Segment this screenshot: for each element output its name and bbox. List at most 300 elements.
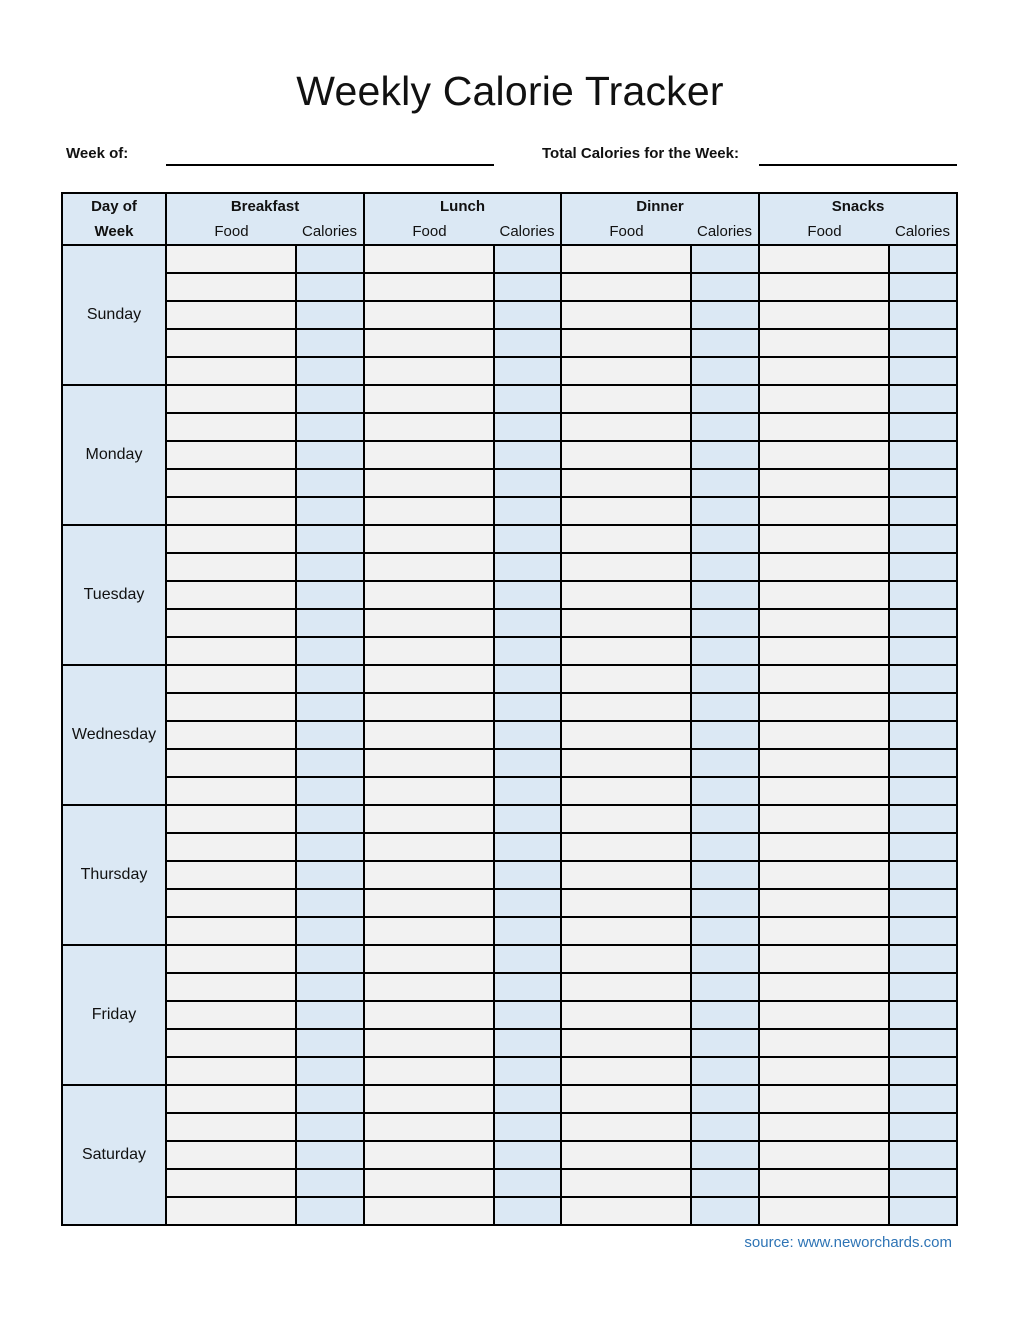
breakfast-calories-cell[interactable] <box>296 1057 364 1085</box>
snacks-food-cell[interactable] <box>759 357 889 385</box>
day-label-wednesday: Wednesday <box>62 665 166 805</box>
lunch-food-cell[interactable] <box>364 469 494 497</box>
snacks-food-cell[interactable] <box>759 1085 889 1113</box>
snacks-calories-cell[interactable] <box>889 525 957 553</box>
lunch-calories-cell[interactable] <box>494 945 561 973</box>
breakfast-calories-cell[interactable] <box>296 609 364 637</box>
lunch-food-cell[interactable] <box>364 665 494 693</box>
breakfast-food-cell[interactable] <box>166 693 296 721</box>
snacks-calories-cell[interactable] <box>889 973 957 1001</box>
dinner-calories-cell[interactable] <box>691 889 759 917</box>
dinner-food-cell[interactable] <box>561 329 691 357</box>
lunch-calories-cell[interactable] <box>494 1169 561 1197</box>
dinner-food-cell[interactable] <box>561 1113 691 1141</box>
lunch-food-cell[interactable] <box>364 525 494 553</box>
lunch-calories-cell[interactable] <box>494 637 561 665</box>
breakfast-food-cell[interactable] <box>166 833 296 861</box>
snacks-food-cell[interactable] <box>759 301 889 329</box>
lunch-food-cell[interactable] <box>364 889 494 917</box>
lunch-calories-cell[interactable] <box>494 1057 561 1085</box>
snacks-food-cell[interactable] <box>759 385 889 413</box>
lunch-food-cell[interactable] <box>364 581 494 609</box>
snacks-food-cell[interactable] <box>759 721 889 749</box>
lunch-food-cell[interactable] <box>364 1029 494 1057</box>
snacks-calories-cell[interactable] <box>889 469 957 497</box>
breakfast-calories-cell[interactable] <box>296 245 364 273</box>
dinner-calories-cell[interactable] <box>691 1169 759 1197</box>
snacks-food-cell[interactable] <box>759 1057 889 1085</box>
snacks-food-cell[interactable] <box>759 245 889 273</box>
breakfast-calories-cell[interactable] <box>296 329 364 357</box>
breakfast-calories-cell[interactable] <box>296 665 364 693</box>
breakfast-calories-cell[interactable] <box>296 525 364 553</box>
lunch-calories-cell[interactable] <box>494 1197 561 1225</box>
breakfast-calories-cell[interactable] <box>296 749 364 777</box>
snacks-food-cell[interactable] <box>759 1197 889 1225</box>
breakfast-food-cell[interactable] <box>166 637 296 665</box>
lunch-food-cell[interactable] <box>364 245 494 273</box>
lunch-food-cell[interactable] <box>364 413 494 441</box>
snacks-food-cell[interactable] <box>759 469 889 497</box>
lunch-food-cell[interactable] <box>364 805 494 833</box>
breakfast-food-cell[interactable] <box>166 581 296 609</box>
lunch-food-cell[interactable] <box>364 833 494 861</box>
dinner-calories-cell[interactable] <box>691 609 759 637</box>
snacks-food-cell[interactable] <box>759 889 889 917</box>
dinner-calories-cell[interactable] <box>691 833 759 861</box>
dinner-calories-cell[interactable] <box>691 945 759 973</box>
lunch-calories-cell[interactable] <box>494 889 561 917</box>
snacks-food-cell[interactable] <box>759 1141 889 1169</box>
snacks-header: Snacks <box>759 193 957 220</box>
breakfast-calories-cell[interactable] <box>296 637 364 665</box>
table-row <box>62 553 957 581</box>
dinner-food-cell[interactable] <box>561 301 691 329</box>
breakfast-calories-cell[interactable] <box>296 777 364 805</box>
total-calories-field[interactable] <box>759 164 957 166</box>
breakfast-calories-cell[interactable] <box>296 1113 364 1141</box>
lunch-food-cell[interactable] <box>364 973 494 1001</box>
lunch-food-cell[interactable] <box>364 497 494 525</box>
lunch-calories-cell[interactable] <box>494 385 561 413</box>
lunch-calories-cell[interactable] <box>494 973 561 1001</box>
lunch-food-cell[interactable] <box>364 945 494 973</box>
breakfast-food-cell[interactable] <box>166 1029 296 1057</box>
table-row <box>62 357 957 385</box>
dinner-calories-cell[interactable] <box>691 721 759 749</box>
dinner-calories-cell[interactable] <box>691 385 759 413</box>
breakfast-calories-cell[interactable] <box>296 1169 364 1197</box>
lunch-calories-cell[interactable] <box>494 1029 561 1057</box>
lunch-food-cell[interactable] <box>364 1057 494 1085</box>
dinner-calories-cell[interactable] <box>691 441 759 469</box>
snacks-food-cell[interactable] <box>759 525 889 553</box>
breakfast-food-cell[interactable] <box>166 329 296 357</box>
snacks-calories-cell[interactable] <box>889 945 957 973</box>
dinner-food-cell[interactable] <box>561 889 691 917</box>
snacks-calories-cell[interactable] <box>889 1169 957 1197</box>
lunch-calories-cell[interactable] <box>494 581 561 609</box>
breakfast-calories-cell[interactable] <box>296 693 364 721</box>
dinner-calories-cell[interactable] <box>691 861 759 889</box>
dinner-food-cell[interactable] <box>561 693 691 721</box>
breakfast-food-cell[interactable] <box>166 1085 296 1113</box>
breakfast-food-cell[interactable] <box>166 441 296 469</box>
breakfast-food-cell[interactable] <box>166 525 296 553</box>
breakfast-calories-cell[interactable] <box>296 721 364 749</box>
snacks-food-cell[interactable] <box>759 1169 889 1197</box>
breakfast-calories-cell[interactable] <box>296 1141 364 1169</box>
lunch-food-cell[interactable] <box>364 1113 494 1141</box>
lunch-calories-header: Calories <box>494 220 561 245</box>
snacks-food-cell[interactable] <box>759 749 889 777</box>
snacks-food-cell[interactable] <box>759 1113 889 1141</box>
table-row <box>62 805 957 833</box>
dinner-calories-cell[interactable] <box>691 973 759 1001</box>
breakfast-food-cell[interactable] <box>166 1057 296 1085</box>
dinner-calories-cell[interactable] <box>691 1141 759 1169</box>
breakfast-food-cell[interactable] <box>166 945 296 973</box>
day-of-week-header: Day of Week <box>62 193 166 245</box>
dinner-food-cell[interactable] <box>561 1001 691 1029</box>
dinner-food-cell[interactable] <box>561 833 691 861</box>
snacks-calories-cell[interactable] <box>889 665 957 693</box>
dinner-calories-cell[interactable] <box>691 637 759 665</box>
breakfast-food-cell[interactable] <box>166 1169 296 1197</box>
breakfast-calories-cell[interactable] <box>296 973 364 1001</box>
dinner-calories-cell[interactable] <box>691 273 759 301</box>
dinner-food-cell[interactable] <box>561 273 691 301</box>
lunch-food-cell[interactable] <box>364 441 494 469</box>
dinner-food-cell[interactable] <box>561 945 691 973</box>
snacks-calories-cell[interactable] <box>889 1029 957 1057</box>
breakfast-food-cell[interactable] <box>166 413 296 441</box>
dinner-food-cell[interactable] <box>561 777 691 805</box>
breakfast-food-cell[interactable] <box>166 917 296 945</box>
dinner-calories-cell[interactable] <box>691 1085 759 1113</box>
dinner-food-cell[interactable] <box>561 1057 691 1085</box>
dinner-calories-cell[interactable] <box>691 917 759 945</box>
dinner-food-cell[interactable] <box>561 637 691 665</box>
breakfast-food-cell[interactable] <box>166 553 296 581</box>
lunch-calories-cell[interactable] <box>494 1141 561 1169</box>
lunch-calories-cell[interactable] <box>494 301 561 329</box>
lunch-food-cell[interactable] <box>364 861 494 889</box>
snacks-calories-cell[interactable] <box>889 329 957 357</box>
breakfast-food-cell[interactable] <box>166 469 296 497</box>
lunch-food-cell[interactable] <box>364 553 494 581</box>
breakfast-food-cell[interactable] <box>166 497 296 525</box>
table-row <box>62 273 957 301</box>
snacks-calories-cell[interactable] <box>889 413 957 441</box>
dinner-food-cell[interactable] <box>561 581 691 609</box>
day-label-friday: Friday <box>62 945 166 1085</box>
lunch-calories-cell[interactable] <box>494 553 561 581</box>
breakfast-food-cell[interactable] <box>166 245 296 273</box>
lunch-food-cell[interactable] <box>364 637 494 665</box>
dinner-calories-cell[interactable] <box>691 749 759 777</box>
snacks-calories-cell[interactable] <box>889 357 957 385</box>
dinner-food-cell[interactable] <box>561 1197 691 1225</box>
breakfast-food-cell[interactable] <box>166 861 296 889</box>
snacks-calories-cell[interactable] <box>889 609 957 637</box>
dinner-calories-cell[interactable] <box>691 497 759 525</box>
table-row <box>62 945 957 973</box>
snacks-calories-cell[interactable] <box>889 833 957 861</box>
table-row <box>62 1197 957 1225</box>
dinner-calories-cell[interactable] <box>691 665 759 693</box>
table-row <box>62 525 957 553</box>
dinner-food-cell[interactable] <box>561 497 691 525</box>
dinner-food-cell[interactable] <box>561 665 691 693</box>
lunch-calories-cell[interactable] <box>494 1001 561 1029</box>
breakfast-calories-cell[interactable] <box>296 917 364 945</box>
dinner-calories-cell[interactable] <box>691 329 759 357</box>
lunch-food-cell[interactable] <box>364 1169 494 1197</box>
lunch-food-cell[interactable] <box>364 1085 494 1113</box>
snacks-calories-cell[interactable] <box>889 245 957 273</box>
snacks-calories-cell[interactable] <box>889 385 957 413</box>
lunch-calories-cell[interactable] <box>494 1085 561 1113</box>
dinner-food-cell[interactable] <box>561 385 691 413</box>
dinner-food-cell[interactable] <box>561 1169 691 1197</box>
breakfast-calories-cell[interactable] <box>296 441 364 469</box>
lunch-calories-cell[interactable] <box>494 245 561 273</box>
breakfast-food-cell[interactable] <box>166 301 296 329</box>
snacks-food-cell[interactable] <box>759 1001 889 1029</box>
breakfast-food-cell[interactable] <box>166 1113 296 1141</box>
dinner-calories-cell[interactable] <box>691 805 759 833</box>
breakfast-calories-cell[interactable] <box>296 357 364 385</box>
snacks-calories-cell[interactable] <box>889 889 957 917</box>
snacks-food-cell[interactable] <box>759 917 889 945</box>
dinner-calories-cell[interactable] <box>691 693 759 721</box>
breakfast-calories-cell[interactable] <box>296 581 364 609</box>
lunch-calories-cell[interactable] <box>494 441 561 469</box>
breakfast-food-cell[interactable] <box>166 1001 296 1029</box>
breakfast-calories-cell[interactable] <box>296 861 364 889</box>
lunch-calories-cell[interactable] <box>494 917 561 945</box>
dinner-food-cell[interactable] <box>561 973 691 1001</box>
breakfast-food-cell[interactable] <box>166 749 296 777</box>
lunch-calories-cell[interactable] <box>494 1113 561 1141</box>
snacks-calories-cell[interactable] <box>889 693 957 721</box>
snacks-food-cell[interactable] <box>759 1029 889 1057</box>
lunch-food-cell[interactable] <box>364 1197 494 1225</box>
dinner-food-cell[interactable] <box>561 525 691 553</box>
dinner-calories-cell[interactable] <box>691 301 759 329</box>
breakfast-food-cell[interactable] <box>166 357 296 385</box>
snacks-calories-cell[interactable] <box>889 1113 957 1141</box>
breakfast-calories-cell[interactable] <box>296 1029 364 1057</box>
source-credit: source: www.neworchards.com <box>744 1234 952 1251</box>
snacks-food-cell[interactable] <box>759 273 889 301</box>
breakfast-calories-cell[interactable] <box>296 945 364 973</box>
lunch-food-cell[interactable] <box>364 917 494 945</box>
breakfast-calories-cell[interactable] <box>296 1085 364 1113</box>
snacks-food-cell[interactable] <box>759 413 889 441</box>
dinner-calories-cell[interactable] <box>691 357 759 385</box>
breakfast-calories-cell[interactable] <box>296 833 364 861</box>
lunch-food-cell[interactable] <box>364 609 494 637</box>
lunch-calories-cell[interactable] <box>494 721 561 749</box>
dinner-food-cell[interactable] <box>561 441 691 469</box>
lunch-calories-cell[interactable] <box>494 665 561 693</box>
lunch-calories-cell[interactable] <box>494 413 561 441</box>
dinner-calories-cell[interactable] <box>691 1029 759 1057</box>
breakfast-calories-cell[interactable] <box>296 1197 364 1225</box>
snacks-food-cell[interactable] <box>759 805 889 833</box>
breakfast-calories-cell[interactable] <box>296 273 364 301</box>
dinner-food-cell[interactable] <box>561 749 691 777</box>
dinner-food-cell[interactable] <box>561 1141 691 1169</box>
snacks-food-cell[interactable] <box>759 777 889 805</box>
snacks-food-cell[interactable] <box>759 637 889 665</box>
dinner-food-cell[interactable] <box>561 805 691 833</box>
lunch-calories-cell[interactable] <box>494 777 561 805</box>
lunch-food-cell[interactable] <box>364 749 494 777</box>
dinner-calories-cell[interactable] <box>691 1057 759 1085</box>
breakfast-food-cell[interactable] <box>166 721 296 749</box>
snacks-food-cell[interactable] <box>759 609 889 637</box>
lunch-food-cell[interactable] <box>364 721 494 749</box>
dinner-food-cell[interactable] <box>561 609 691 637</box>
snacks-food-cell[interactable] <box>759 665 889 693</box>
lunch-calories-cell[interactable] <box>494 693 561 721</box>
breakfast-food-cell[interactable] <box>166 1141 296 1169</box>
breakfast-food-cell[interactable] <box>166 609 296 637</box>
snacks-food-cell[interactable] <box>759 833 889 861</box>
lunch-food-cell[interactable] <box>364 1141 494 1169</box>
lunch-calories-cell[interactable] <box>494 329 561 357</box>
table-row <box>62 665 957 693</box>
dinner-food-cell[interactable] <box>561 245 691 273</box>
snacks-calories-cell[interactable] <box>889 273 957 301</box>
breakfast-food-cell[interactable] <box>166 777 296 805</box>
dinner-calories-cell[interactable] <box>691 413 759 441</box>
week-of-field[interactable] <box>166 164 494 166</box>
snacks-food-cell[interactable] <box>759 497 889 525</box>
dinner-calories-cell[interactable] <box>691 1197 759 1225</box>
lunch-calories-cell[interactable] <box>494 609 561 637</box>
breakfast-calories-cell[interactable] <box>296 497 364 525</box>
breakfast-calories-cell[interactable] <box>296 1001 364 1029</box>
dinner-food-cell[interactable] <box>561 917 691 945</box>
breakfast-calories-cell[interactable] <box>296 413 364 441</box>
snacks-food-cell[interactable] <box>759 329 889 357</box>
lunch-food-cell[interactable] <box>364 301 494 329</box>
snacks-calories-cell[interactable] <box>889 1141 957 1169</box>
snacks-calories-cell[interactable] <box>889 805 957 833</box>
breakfast-food-cell[interactable] <box>166 1197 296 1225</box>
snacks-calories-cell[interactable] <box>889 749 957 777</box>
dinner-food-cell[interactable] <box>561 1085 691 1113</box>
lunch-calories-cell[interactable] <box>494 833 561 861</box>
breakfast-calories-cell[interactable] <box>296 469 364 497</box>
lunch-calories-cell[interactable] <box>494 805 561 833</box>
snacks-calories-cell[interactable] <box>889 1197 957 1225</box>
table-row <box>62 1141 957 1169</box>
lunch-calories-cell[interactable] <box>494 469 561 497</box>
lunch-food-cell[interactable] <box>364 329 494 357</box>
dinner-calories-cell[interactable] <box>691 553 759 581</box>
dinner-calories-cell[interactable] <box>691 245 759 273</box>
dinner-calories-cell[interactable] <box>691 525 759 553</box>
lunch-calories-cell[interactable] <box>494 357 561 385</box>
snacks-food-cell[interactable] <box>759 693 889 721</box>
lunch-food-cell[interactable] <box>364 273 494 301</box>
snacks-calories-cell[interactable] <box>889 1057 957 1085</box>
dinner-calories-cell[interactable] <box>691 1001 759 1029</box>
breakfast-food-cell[interactable] <box>166 805 296 833</box>
dinner-calories-cell[interactable] <box>691 1113 759 1141</box>
lunch-calories-cell[interactable] <box>494 497 561 525</box>
lunch-food-header: Food <box>364 220 494 245</box>
breakfast-food-cell[interactable] <box>166 889 296 917</box>
table-row <box>62 833 957 861</box>
snacks-calories-cell[interactable] <box>889 777 957 805</box>
lunch-food-cell[interactable] <box>364 385 494 413</box>
dinner-food-cell[interactable] <box>561 413 691 441</box>
snacks-calories-cell[interactable] <box>889 637 957 665</box>
dinner-calories-cell[interactable] <box>691 777 759 805</box>
breakfast-calories-cell[interactable] <box>296 889 364 917</box>
snacks-calories-header: Calories <box>889 220 957 245</box>
breakfast-calories-cell[interactable] <box>296 301 364 329</box>
lunch-food-cell[interactable] <box>364 1001 494 1029</box>
snacks-calories-cell[interactable] <box>889 301 957 329</box>
snacks-calories-cell[interactable] <box>889 917 957 945</box>
dinner-food-cell[interactable] <box>561 357 691 385</box>
breakfast-calories-cell[interactable] <box>296 805 364 833</box>
snacks-calories-cell[interactable] <box>889 721 957 749</box>
snacks-calories-cell[interactable] <box>889 861 957 889</box>
snacks-calories-cell[interactable] <box>889 581 957 609</box>
breakfast-food-cell[interactable] <box>166 973 296 1001</box>
breakfast-food-cell[interactable] <box>166 273 296 301</box>
snacks-food-cell[interactable] <box>759 553 889 581</box>
lunch-food-cell[interactable] <box>364 357 494 385</box>
lunch-calories-cell[interactable] <box>494 273 561 301</box>
dinner-food-cell[interactable] <box>561 553 691 581</box>
dinner-food-cell[interactable] <box>561 469 691 497</box>
dinner-food-cell[interactable] <box>561 721 691 749</box>
snacks-food-cell[interactable] <box>759 441 889 469</box>
snacks-food-cell[interactable] <box>759 861 889 889</box>
snacks-calories-cell[interactable] <box>889 441 957 469</box>
breakfast-food-cell[interactable] <box>166 665 296 693</box>
breakfast-calories-cell[interactable] <box>296 385 364 413</box>
snacks-calories-cell[interactable] <box>889 1001 957 1029</box>
lunch-calories-cell[interactable] <box>494 525 561 553</box>
breakfast-calories-cell[interactable] <box>296 553 364 581</box>
lunch-calories-cell[interactable] <box>494 861 561 889</box>
snacks-food-cell[interactable] <box>759 945 889 973</box>
snacks-calories-cell[interactable] <box>889 553 957 581</box>
dinner-calories-cell[interactable] <box>691 469 759 497</box>
snacks-calories-cell[interactable] <box>889 1085 957 1113</box>
lunch-calories-cell[interactable] <box>494 749 561 777</box>
dinner-food-cell[interactable] <box>561 1029 691 1057</box>
snacks-food-cell[interactable] <box>759 581 889 609</box>
snacks-food-cell[interactable] <box>759 973 889 1001</box>
lunch-food-cell[interactable] <box>364 777 494 805</box>
lunch-food-cell[interactable] <box>364 693 494 721</box>
breakfast-food-cell[interactable] <box>166 385 296 413</box>
snacks-calories-cell[interactable] <box>889 497 957 525</box>
dinner-calories-cell[interactable] <box>691 581 759 609</box>
dinner-food-cell[interactable] <box>561 861 691 889</box>
